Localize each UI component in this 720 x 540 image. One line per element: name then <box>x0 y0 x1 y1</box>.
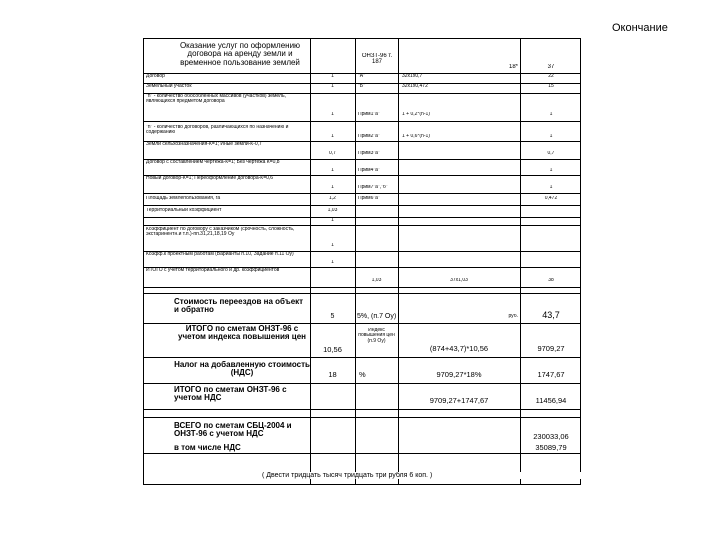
header-row <box>144 39 580 73</box>
amount-in-words: ( Двести тридцать тысяч тридцать три рубля 6 коп. ) <box>262 472 582 479</box>
table-row: Коэфф.к проектным работам (Варианты п.10, Задание п.11 Оу) 1 <box>146 252 334 265</box>
table-row: Коэффициент по договору с заказчиком (срочность, сложность, экстаринентн.и т.п.)-пп.31,21,18,19 Оу 1 <box>146 227 334 248</box>
table-row: 1 <box>331 218 334 223</box>
table-row: Земли сельхозназначения-К=1; Иные земли-К-0,7 0,7 Прим3"а" 0,7 <box>146 142 555 156</box>
table-row: Договор 1 "А" 32x1x0,7 22 <box>146 74 554 79</box>
page-caption: Окончание <box>612 22 668 34</box>
table-row: Земельный участок 1 "Б" 32x1x0,472 15 <box>146 84 554 89</box>
summary-row-vat: Налог на добавленную стоимость (НДС) 18 % 9709,27*18% 1747,67 <box>174 361 565 379</box>
table-row: "n" - количество обособленных массивов (участков) земель, являющихся предметом договора 1 Прим1"а" 1 + 0,2*(n-1) 1 <box>146 94 553 117</box>
estimate-table <box>143 38 581 485</box>
table-row: Договор с составлением чертежа-К=1; Без чертежа К=0,8 1 Прим4"а" 1 <box>146 160 553 173</box>
table-row: Площадь землепользования, га 1,2 Прим6"а" 0,472 <box>146 196 558 201</box>
header-col-b: 37 <box>547 64 555 70</box>
grand-total-row: ВСЕГО по сметам СБЦ-2004 и ОНЗТ-96 с учетом НДС 230033,06 в том числе НДС 35089,79 <box>174 422 569 452</box>
summary-row-index: ИТОГО по сметам ОНЗТ-96 с учетом индекса повышения цен 10,56 Индекс повышения цен (п.9 Оу) (874+43,7)*10,56 9709,27 <box>178 325 565 354</box>
summary-row-travel: Стоимость переездов на объект и обратно 5 5%, (п.7 Оу) руб. 43,7 <box>174 298 560 320</box>
table-row: Новый договор-К=1; Переоформление договора-К=0,6 1 Прим7"а","б" 1 <box>146 176 553 190</box>
header-title: Оказание услуг по оформлению договора на аренду земли и временное пользование землей <box>179 42 301 67</box>
table-row: Территориальный коэффициент 1,03 <box>146 208 338 213</box>
header-col-a: 18* <box>508 64 518 70</box>
table-row: ИТОГО с учетом территориального и др. коэффициентов 1,03 37x1,03 38 <box>146 268 554 283</box>
summary-row-total-vat: ИТОГО по сметам ОНЗТ-96 с учетом НДС 9709,27+1747,67 11456,94 <box>174 386 567 405</box>
header-source: ОНЗТ-96 т. 187 <box>361 53 393 66</box>
table-row: "n" - количество договоров, различающихся по назначению и содержанию 1 Прим2"а" 1 + 0,6*(n-1) 1 <box>146 125 553 139</box>
